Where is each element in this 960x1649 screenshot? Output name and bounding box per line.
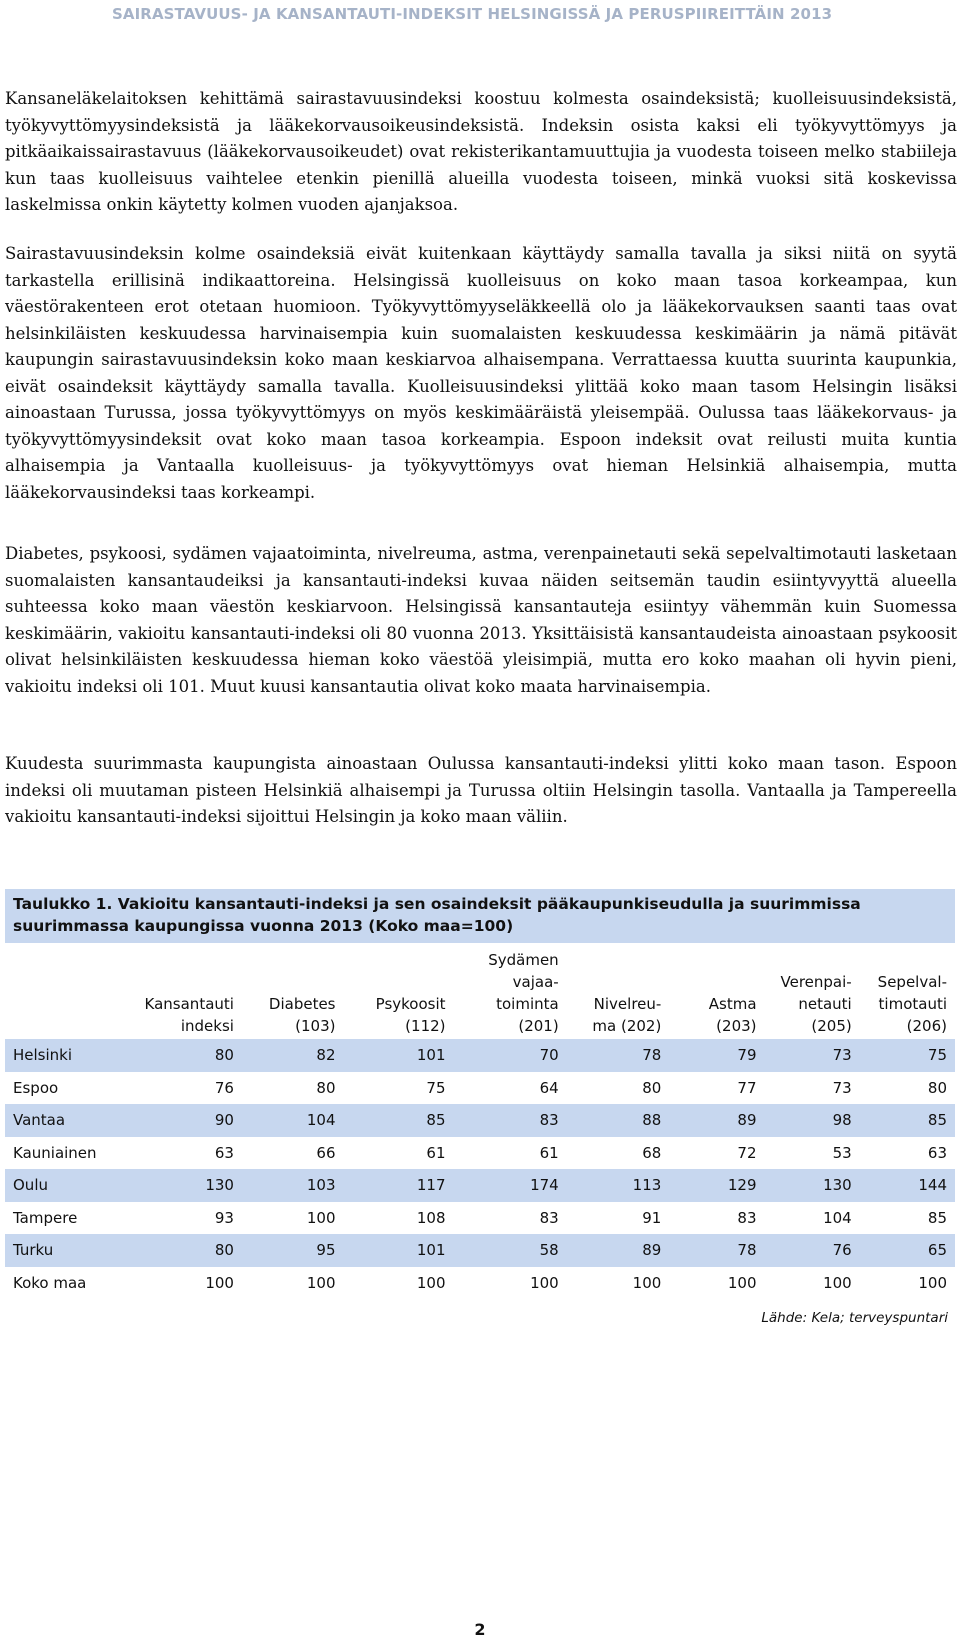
- table-cell-value: 100: [918, 1273, 947, 1292]
- table-cell-value: 76: [765, 1234, 860, 1267]
- table-cell-city: Kauniainen: [13, 1143, 97, 1162]
- table-cell-value: 80: [132, 1234, 242, 1267]
- table-cell-value: 65: [860, 1234, 955, 1267]
- table-cell-value: 100: [823, 1273, 852, 1292]
- table-cell-value: 103: [242, 1169, 344, 1202]
- table-cell-value: 101: [344, 1039, 454, 1072]
- table-cell-value: 80: [927, 1078, 947, 1097]
- table-row: [5, 1234, 955, 1267]
- table-row: [5, 1104, 955, 1137]
- table-cell-value: 104: [823, 1208, 852, 1227]
- table-cell-city: Koko maa: [13, 1273, 87, 1292]
- table-cell-value: 78: [567, 1039, 670, 1072]
- table-cell-value: 113: [567, 1169, 670, 1202]
- table-cell-value: 83: [737, 1208, 757, 1227]
- table-cell-value: 80: [642, 1078, 662, 1097]
- table-cell-value: 80: [316, 1078, 336, 1097]
- table-cell-city: Tampere: [13, 1208, 78, 1227]
- table-cell-value: 95: [242, 1234, 344, 1267]
- table-cell-value: 117: [344, 1169, 454, 1202]
- table-header-cell: Verenpai- netauti (205): [780, 973, 852, 1035]
- table-cell-value: 83: [539, 1208, 559, 1227]
- table-row: [5, 1267, 955, 1300]
- table-caption-line-1: Taulukko 1. Vakioitu kansantauti-indeksi ja sen osaindeksit pääkaupunkiseudulla ja suurimmissa: [13, 895, 861, 913]
- table-cell-value: 101: [344, 1234, 454, 1267]
- table-header-city: [5, 943, 132, 1039]
- page-number: 2: [474, 1620, 486, 1639]
- table-cell-value: 73: [765, 1039, 860, 1072]
- table-cell-value: 76: [214, 1078, 234, 1097]
- table-header-cell: Sepelval- timotauti (206): [877, 973, 947, 1035]
- table-caption-line-2: suurimmassa kaupungissa vuonna 2013 (Koko maa=100): [13, 917, 514, 935]
- table-body: [5, 1039, 955, 1299]
- table-source: Lähde: Kela; terveyspuntari: [761, 1310, 948, 1326]
- table-cell-value: 104: [242, 1104, 344, 1137]
- table-cell-value: 89: [567, 1234, 670, 1267]
- table-header-cell: Diabetes (103): [268, 995, 336, 1035]
- table-cell-city: Vantaa: [5, 1104, 132, 1137]
- index-table: [5, 943, 955, 1299]
- table-row: [5, 1169, 955, 1202]
- table-cell-value: 100: [306, 1208, 336, 1227]
- table-cell-value: 100: [632, 1273, 662, 1292]
- table-cell-value: 130: [132, 1169, 242, 1202]
- table-cell-value: 58: [454, 1234, 567, 1267]
- table-row: [5, 1039, 955, 1072]
- table-cell-value: 75: [426, 1078, 446, 1097]
- table-cell-value: 78: [669, 1234, 764, 1267]
- table-cell-value: 100: [727, 1273, 757, 1292]
- table-cell-city: Helsinki: [5, 1039, 132, 1072]
- table-cell-value: 70: [454, 1039, 567, 1072]
- table-cell-value: 85: [860, 1104, 955, 1137]
- table-cell-value: 53: [832, 1143, 852, 1162]
- table-header-cell: Kansantauti indeksi: [144, 995, 234, 1035]
- table-row: [5, 1202, 955, 1235]
- table-cell-value: 63: [927, 1143, 947, 1162]
- table-cell-value: 85: [927, 1208, 947, 1227]
- table-cell-value: 68: [642, 1143, 662, 1162]
- table-cell-value: 64: [539, 1078, 559, 1097]
- table-cell-value: 100: [205, 1273, 234, 1292]
- table-cell-value: 63: [214, 1143, 234, 1162]
- paragraph-national-diseases: Diabetes, psykoosi, sydämen vajaatoiminta, nivelreuma, astma, verenpainetauti sekä sepelvaltimotauti lasketaan suomalaisten kansantaudeiksi ja kansantauti-indeksi kuvaa näiden seitsemän taudin esiintyvyyttä alueella suhteessa koko maan väestön keskiarvoon. Helsingissä kansantauteja esiintyy vähemmän kuin Suomessa keskimäärin, vakioitu kansantauti-indeksi oli 80 vuonna 2013. Yksittäisistä kansantaudeista ainoastaan psykoosit olivat helsinkiläisten keskuudessa hieman koko väestöä yleisimpiä, mutta ero koko maahan oli hyvin pieni, vakioitu indeksi oli 101. Muut kuusi kansantautia olivat koko maata harvinaisempia.: [5, 544, 957, 696]
- table-cell-value: 89: [669, 1104, 764, 1137]
- table-cell-value: 85: [344, 1104, 454, 1137]
- table-cell-value: 100: [416, 1273, 446, 1292]
- table-cell-value: 98: [765, 1104, 860, 1137]
- table-cell-value: 90: [132, 1104, 242, 1137]
- table-caption: [5, 889, 955, 943]
- table-cell-value: 174: [454, 1169, 567, 1202]
- table-cell-value: 61: [539, 1143, 559, 1162]
- table-header-cell: Psykoosit (112): [375, 995, 446, 1035]
- table-row: [5, 1072, 955, 1105]
- table-cell-value: 108: [416, 1208, 446, 1227]
- table-cell-city: Oulu: [5, 1169, 132, 1202]
- table-cell-value: 61: [426, 1143, 446, 1162]
- table-cell-value: 88: [567, 1104, 670, 1137]
- table-cell-value: 83: [454, 1104, 567, 1137]
- running-header: SAIRASTAVUUS- JA KANSANTAUTI-INDEKSIT HELSINGISSÄ JA PERUSPIIREITTÄIN 2013: [112, 5, 833, 23]
- table-header-row: [5, 943, 955, 1039]
- table-cell-value: 79: [669, 1039, 764, 1072]
- table-cell-value: 66: [316, 1143, 336, 1162]
- table-cell-city: Turku: [5, 1234, 132, 1267]
- table-cell-value: 144: [860, 1169, 955, 1202]
- table-cell-value: 100: [306, 1273, 336, 1292]
- table-cell-value: 130: [765, 1169, 860, 1202]
- paragraph-subindices: Sairastavuusindeksin kolme osaindeksiä eivät kuitenkaan käyttäydy samalla tavalla ja siksi niitä on syytä tarkastella erillisinä indikaattoreina. Helsingissä kuolleisuus on koko maan tasoa korkeampaa, kun väestörakenteen erot otetaan huomioon. Työkyvyttömyyseläkkeellä olo ja lääkekorvauksen saanti taas ovat helsinkiläisten keskuudessa harvinaisempia kuin suomalaisten keskuudessa keskimäärin ja nämä pitävät kaupungin sairastavuusindeksin koko maan keskiarvoa alhaisempana. Verrattaessa kuutta suurinta kaupunkia, eivät osaindeksit käyttäydy samalla tavalla. Kuolleisuusindeksi ylittää koko maan tasom Helsingin lisäksi ainoastaan Turussa, jossa työkyvyttömyys on myös keskimääräistä yleisempää. Oulussa taas lääkekorvaus- ja työkyvyttömyysindeksit ovat koko maan tasoa korkeampia. Espoon indeksit ovat reilusti muita kuntia alhaisempia ja Vantaalla kuolleisuus- ja työkyvyttömyys ovat hieman Helsinkiä alhaisempia, mutta lääkekorvausindeksi taas korkeampi.: [5, 244, 957, 502]
- table-cell-value: 80: [132, 1039, 242, 1072]
- table-cell-city: Espoo: [13, 1078, 59, 1097]
- paragraph-largest-cities: Kuudesta suurimmasta kaupungista ainoastaan Oulussa kansantauti-indeksi ylitti koko maan tason. Espoon indeksi oli muutaman pisteen Helsinkiä alhaisempi ja Turussa oltiin Helsingin tasolla. Vantaalla ja Tampereella vakioitu kansantauti-indeksi sijoittui Helsingin ja koko maan väliin.: [5, 754, 957, 826]
- paragraph-sickness-index: Kansaneläkelaitoksen kehittämä sairastavuusindeksi koostuu kolmesta osaindeksistä; kuolleisuusindeksistä, työkyvyttömyysindeksistä ja lääkekorvausoikeusindeksistä. Indeksin osista kaksi eli työkyvyttömyys ja pitkäaikaissairastavuus (lääkekorvausoikeudet) ovat rekisterikantamuuttujia ja vuodesta toiseen melko stabiileja kun taas kuolleisuus vaihtelee etenkin pienillä alueilla vuodesta toiseen, minkä vuoksi sitä koskevissa laskelmissa onkin käytetty kolmen vuoden ajanjaksoa.: [5, 89, 957, 214]
- table-1: [0, 889, 955, 1299]
- table-cell-value: 72: [737, 1143, 757, 1162]
- table-cell-value: 75: [860, 1039, 955, 1072]
- table-cell-value: 77: [737, 1078, 757, 1097]
- table-cell-value: 91: [642, 1208, 662, 1227]
- table-header-cell: Nivelreu- ma (202): [592, 995, 662, 1035]
- table-cell-value: 129: [669, 1169, 764, 1202]
- table-cell-value: 100: [530, 1273, 559, 1292]
- table-cell-value: 82: [242, 1039, 344, 1072]
- table-cell-value: 93: [214, 1208, 234, 1227]
- table-cell-value: 73: [832, 1078, 852, 1097]
- table-header-cell: Astma (203): [708, 995, 757, 1035]
- table-header-cell: Sydämen vajaa- toiminta (201): [488, 951, 559, 1035]
- table-row: [5, 1137, 955, 1170]
